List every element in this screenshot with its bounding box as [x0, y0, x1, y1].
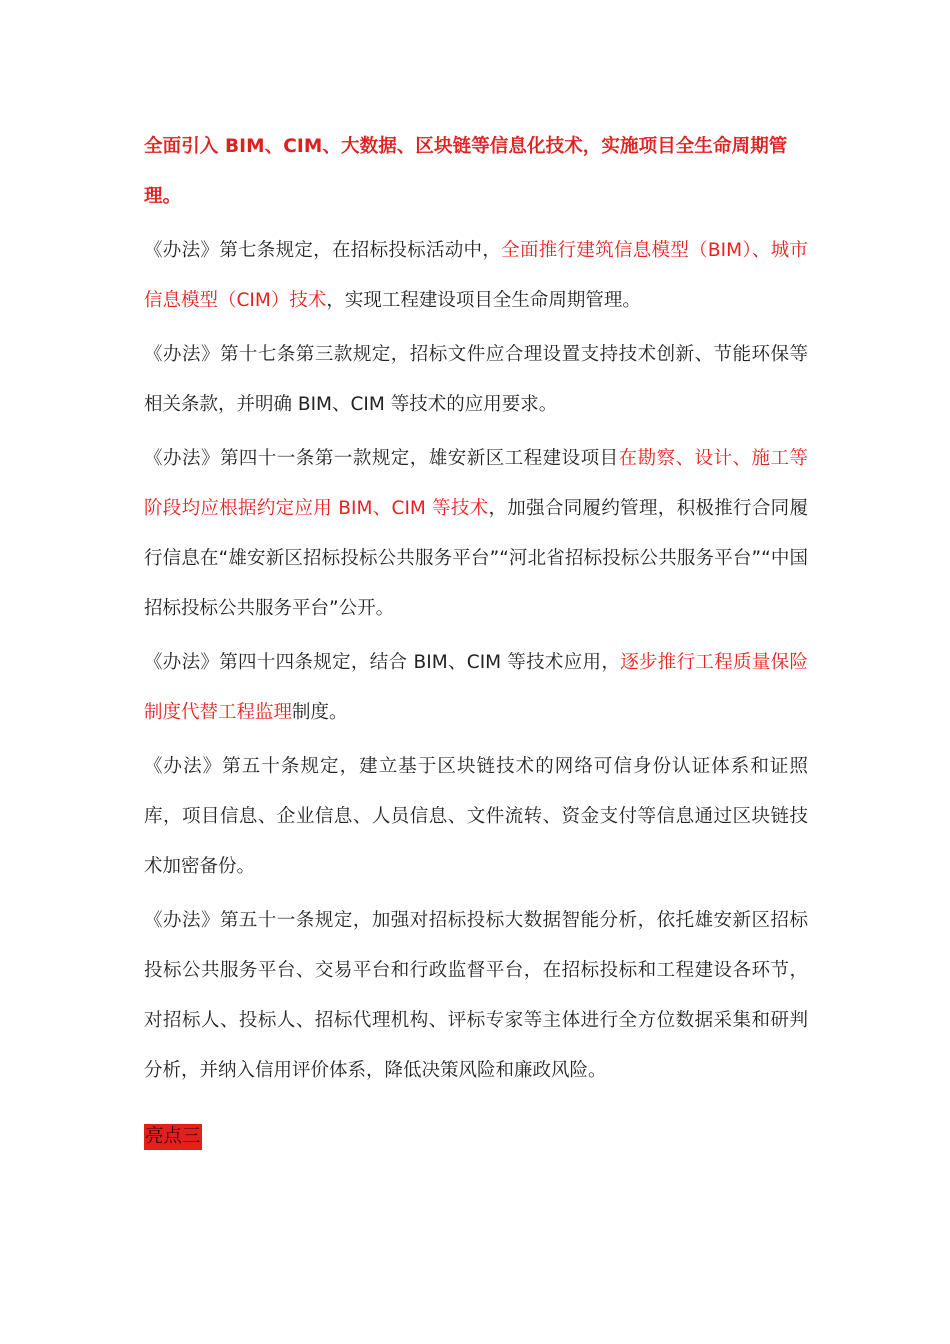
paragraph-text: 《办法》第五十一条规定，加强对招标投标大数据智能分析，依托雄安新区招标投标公共服务平台、交易平台和行政监督平台，在招标投标和工程建设各环节，对招标人、投标人、招标代理机构、评标专家等主体进行全方位数据采集和研判分析，并纳入信用评价体系，降低决策风险和廉政风险。 — [144, 910, 808, 1081]
paragraph-article-50 — [144, 742, 808, 892]
highlight-badge: 亮点三 — [144, 1124, 202, 1150]
paragraph-text: 《办法》第四十四条规定，结合 BIM、CIM 等技术应用， — [144, 652, 621, 673]
highlight-text: 在勘察、设计、施工等阶段均应根据约定应用 BIM、CIM 等技术 — [144, 448, 808, 519]
paragraph-text: ，实现工程建设项目全生命周期管理。 — [326, 290, 641, 311]
highlight-text: 逐步推行工程质量保险制度代替工程监理 — [144, 652, 808, 723]
paragraph-text: 《办法》第五十条规定，建立基于区块链技术的网络可信身份认证体系和证照库，项目信息、企业信息、人员信息、文件流转、资金支付等信息通过区块链技术加密备份。 — [144, 756, 808, 877]
paragraph-article-51 — [144, 896, 808, 1096]
highlight-text: 全面推行建筑信息模型（BIM）、城市信息模型（CIM）技术 — [144, 240, 808, 311]
paragraph-text: 《办法》第十七条第三款规定，招标文件应合理设置支持技术创新、节能环保等相关条款，并明确 BIM、CIM 等技术的应用要求。 — [144, 344, 808, 415]
paragraph-article-7 — [144, 226, 808, 326]
paragraph-text: 《办法》第四十一条第一款规定，雄安新区工程建设项目 — [144, 448, 619, 469]
paragraph-article-17 — [144, 330, 808, 430]
highlight-badge-container — [144, 1124, 808, 1150]
paragraph-article-41 — [144, 434, 808, 634]
section-heading: 全面引入 BIM、CIM、大数据、区块链等信息化技术，实施项目全生命周期管理。 — [144, 136, 788, 207]
paragraph-article-44 — [144, 638, 808, 738]
paragraph-text: 制度。 — [292, 702, 348, 723]
document-page — [144, 122, 808, 1150]
paragraph-text: 《办法》第七条规定，在招标投标活动中， — [144, 240, 502, 261]
paragraph-text: ，加强合同履约管理，积极推行合同履行信息在“雄安新区招标投标公共服务平台”“河北省招标投标公共服务平台”“中国招标投标公共服务平台”公开。 — [144, 498, 808, 619]
